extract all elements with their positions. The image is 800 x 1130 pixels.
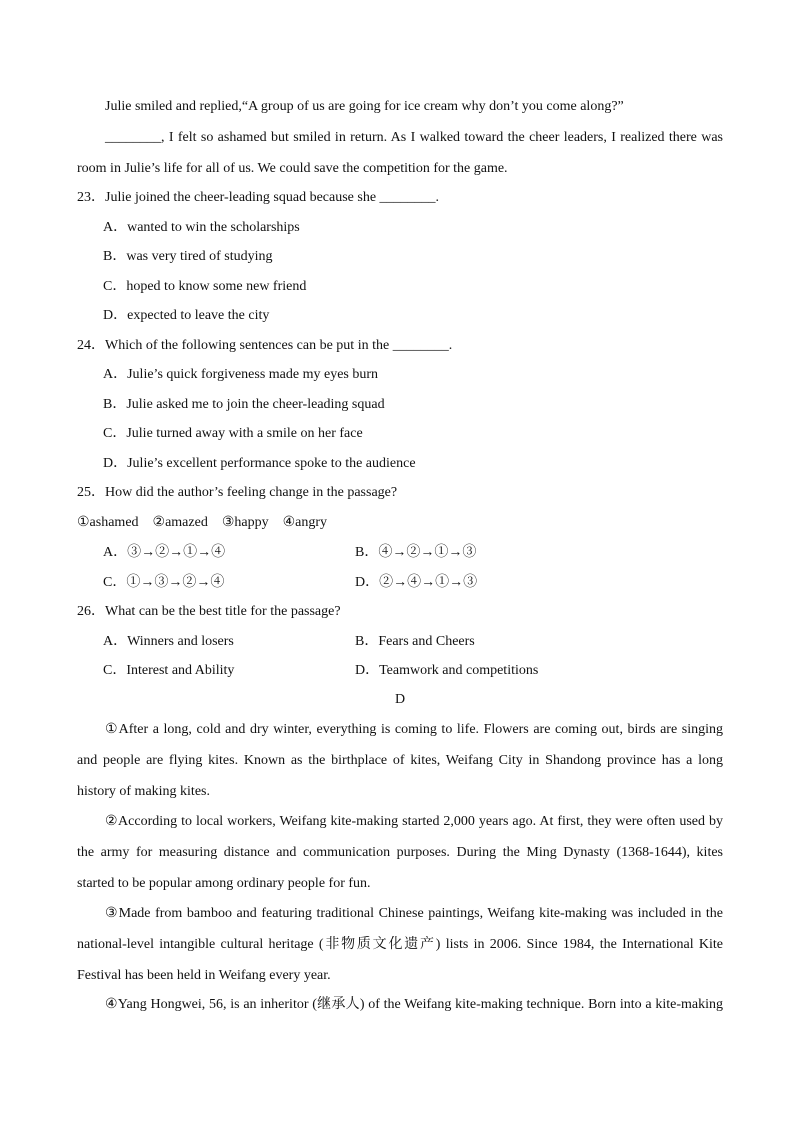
passage-line: room in Julie’s life for all of us. We could save the competition for the game.	[77, 161, 508, 176]
question-24-option-b: B．Julie asked me to join the cheer-leading squad	[103, 397, 385, 412]
paragraph-line: and people are flying kites. Known as the birthplace of kites, Weifang City in Shandong province has a long	[77, 753, 723, 768]
paragraph-line: Festival has been held in Weifang every year.	[77, 968, 331, 983]
question-stem-24: 24．Which of the following sentences can be put in the ________.	[77, 338, 453, 353]
question-25-option-a: A．③→②→①→④	[103, 545, 226, 560]
paragraph-line: started to be popular among ordinary people for fun.	[77, 876, 371, 891]
paragraph-line: ①After a long, cold and dry winter, everything is coming to life. Flowers are coming out, birds are singing	[105, 722, 723, 737]
question-23-option-a: A．wanted to win the scholarships	[103, 220, 300, 235]
question-23-option-c: C．hoped to know some new friend	[103, 279, 307, 294]
question-25-feelings-list: ①ashamed ②amazed ③happy ④angry	[77, 515, 328, 530]
question-25-option-d: D．②→④→①→③	[355, 575, 478, 590]
question-24-option-d: D．Julie’s excellent performance spoke to the audience	[103, 456, 416, 471]
question-26-option-d: D．Teamwork and competitions	[355, 663, 539, 678]
question-23-option-b: B．was very tired of studying	[103, 249, 273, 264]
question-stem-25: 25．How did the author’s feeling change in the passage?	[77, 485, 398, 500]
passage-line: ________, I felt so ashamed but smiled in return. As I walked toward the cheer leaders, I realized there was	[105, 130, 723, 145]
section-heading: D	[394, 692, 406, 707]
question-26-option-c: C．Interest and Ability	[103, 663, 235, 678]
paragraph-line: ④Yang Hongwei, 56, is an inheritor (继承人) of the Weifang kite-making technique. Born into a kite-making	[105, 997, 723, 1012]
question-25-option-c: C．①→③→②→④	[103, 575, 225, 590]
question-stem-23: 23．Julie joined the cheer-leading squad because she ________.	[77, 190, 440, 205]
paragraph-line: national-level intangible cultural heritage (非物质文化遗产) lists in 2006. Since 1984, the International Kite	[77, 937, 723, 952]
question-stem-26: 26．What can be the best title for the passage?	[77, 604, 341, 619]
passage-line: Julie smiled and replied,“A group of us are going for ice cream why don’t you come along?”	[105, 99, 624, 114]
question-25-option-b: B．④→②→①→③	[355, 545, 477, 560]
paragraph-line: the army for measuring distance and communication purposes. During the Ming Dynasty (1368-1644), kites	[77, 845, 723, 860]
question-23-option-d: D．expected to leave the city	[103, 308, 270, 323]
question-24-option-a: A．Julie’s quick forgiveness made my eyes burn	[103, 367, 379, 382]
question-24-option-c: C．Julie turned away with a smile on her face	[103, 426, 363, 441]
paragraph-line: ②According to local workers, Weifang kite-making started 2,000 years ago. At first, they were often used by	[105, 814, 723, 829]
question-26-option-a: A．Winners and losers	[103, 634, 234, 649]
question-26-option-b: B．Fears and Cheers	[355, 634, 475, 649]
paragraph-line: history of making kites.	[77, 784, 210, 799]
paragraph-line: ③Made from bamboo and featuring traditional Chinese paintings, Weifang kite-making was included in the	[105, 906, 723, 921]
